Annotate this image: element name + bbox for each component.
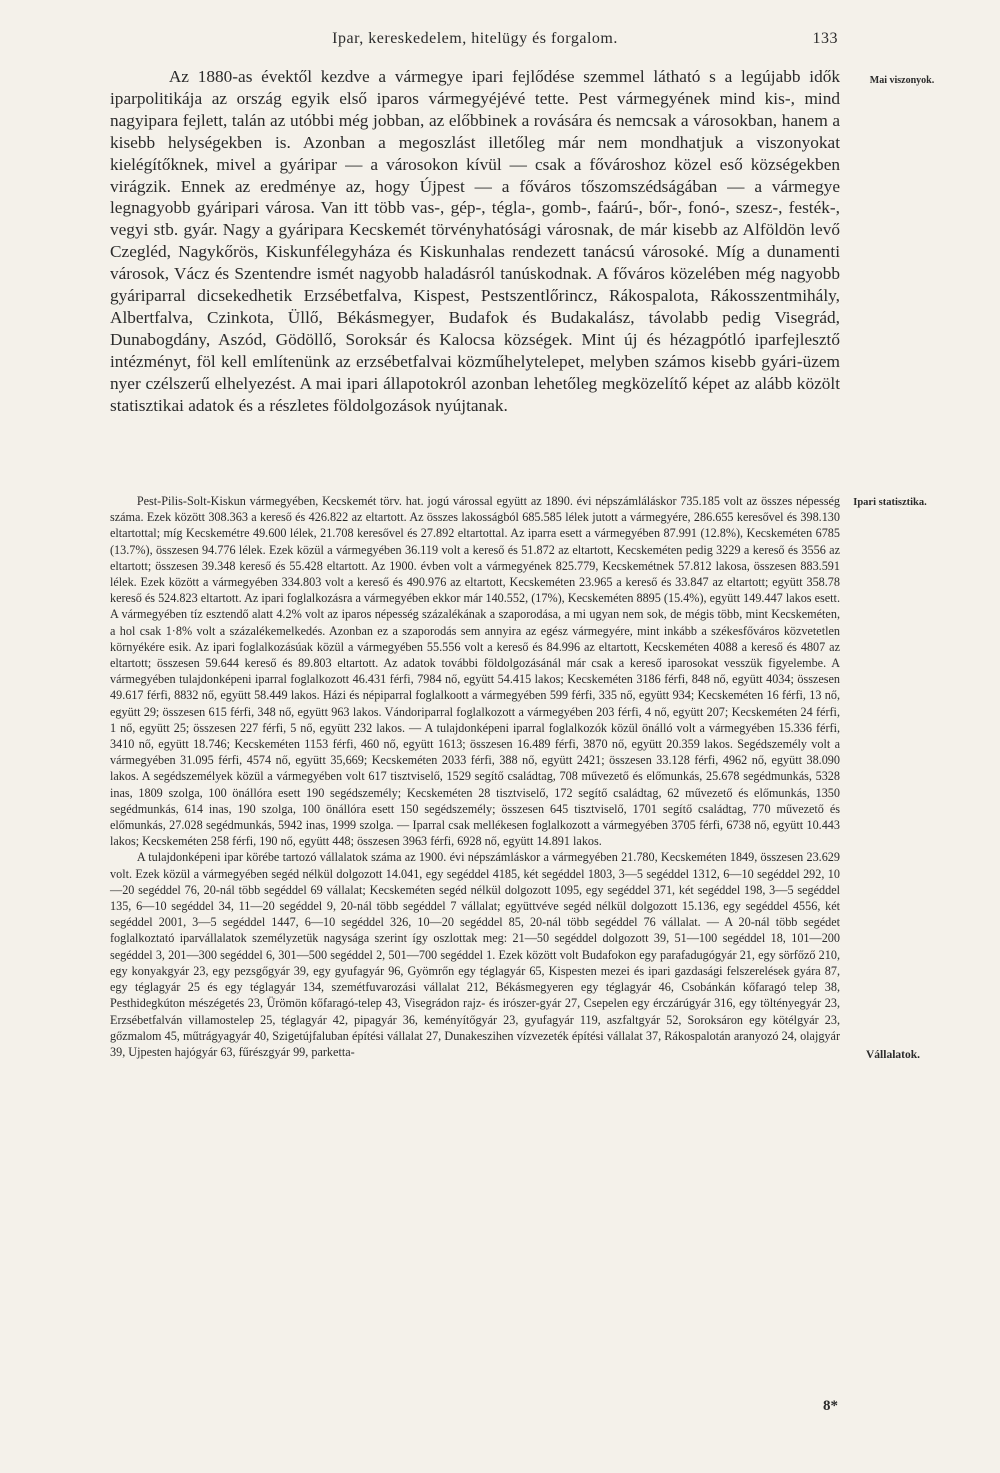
main-text <box>110 66 840 417</box>
running-title: Ipar, kereskedelem, hitelügy és forgalom. <box>332 30 618 47</box>
main-paragraph: Az 1880-as évektől kezdve a vármegye ipari fejlődése szemmel látható s a legújabb idők iparpolitikája az ország egyik első iparos vármegyéjévé tette. Pest vármegyének mind kis-, mind nagyipara fejlett, talán az utóbbi még jobban, az előbbinek a rovására és nemcsak a városokban, hanem a kisebb helységekben is. Azonban a megoszlást illetőleg már nem mondhatjuk a viszonyokat kielégítőknek, mivel a gyáripar — a városokon kívül — csak a fővároshoz közel eső községekben virágzik. Ennek az eredménye az, hogy Újpest — a főváros tőszomszédságában — a vármegye legnagyobb gyáripari városa. Van itt több vas-, gép-, tégla-, gomb-, faárú-, bőr-, fonó-, szesz-, festék-, vegyi stb. gyár. Nagy a gyáripara Kecskemét törvényhatósági városnak, de már kisebb az Alföldön levő Czegléd, Nagykőrös, Kiskunfélegyháza és Kiskunhalas rendezett tanácsú városoké. Míg a dunamenti városok, Vácz és Szentendre ismét nagyobb haladásról tanúskodnak. A főváros közelében még nagyobb gyáriparral dicsekedhetik Erzsébetfalva, Kispest, Pestszentlőrincz, Rákospalota, Rákosszentmihály, Albertfalva, Czinkota, Üllő, Békásmegyer, Budafok és Budakalász, távolabb pedig Visegrád, Dunabogdány, Aszód, Gödöllő, Soroksár és Kalocsa községek. Mint új és hézagpótló iparfejlesztő intézményt, föl kell említenünk az erzsébetfalvai közműhelytelepet, melyben számos kisebb gyári-üzem nyer czélszerű elhelyezést. A mai ipari állapotokról azonban lehetőleg megközelítő képet az alább közölt statisztikai adatok és a részletes földolgozások nyújtanak. <box>110 67 840 415</box>
page-number: 133 <box>812 30 838 47</box>
enterprises-paragraph: A tulajdonképeni ipar körébe tartozó vállalatok száma az 1900. évi népszámláskor a vármegyében 21.780, Kecskeméten 1849, összesen 23.629 volt. Ezek közül a vármegyében segéd nélkül dolgozott 14.041, egy segéddel 4185, két segéddel 1803, 3—5 segéddel 1312, 6—10 segéddel 292, 10—20 segéddel 76, 20-nál több segéddel 69 vállalat; Kecskeméten segéd nélkül dolgozott 1095, egy segéddel 371, két segéddel 198, 3—5 segéddel 135, 6—10 segéddel 34, 11—20 segéddel 9, 20-nál több segéddel 7 vállalat; együttvéve segéd nélkül dolgozott 15.136, egy segéddel 4556, két segéddel 2001, 3—5 segéddel 1447, 6—10 segéddel 326, 10—20 segéddel 85, 20-nál több segéddel 76 vállalat. — A 20-nál több segédet foglalkoztató iparvállalatok személyzetük nagysága szerint így oszlottak meg: 21—50 segéddel dolgozott 39, 51—100 segéddel 18, 101—200 segéddel 3, 201—300 segéddel 6, 301—500 segéddel 2, 501—700 segéddel 1. Ezek között volt Budafokon egy parafadugógyár 21, egy sörfőző 210, egy konyakgyár 23, egy pezsgőgyár 39, egy gyufagyár 96, Gyömrőn egy téglagyár 65, Kispesten mezei és ipari gazdasági felszerelések gyára 87, egy téglagyár 25 és egy téglagyár 134, szemétfuvarozási vállalat 212, Békásmegyeren egy téglagyár 46, Csobánkán kőfaragó telep 38, Pesthidegkúton mészégetés 23, Ürömön kőfaragó-telep 43, Visegrádon rajz- és irószer-gyár 27, Csepelen egy érczárúgyár 316, egy töltényegyár 23, Erzsébetfalván villamostelep 25, téglagyár 42, pipagyár 36, keményítőgyár 23, gyufagyár 119, aszfaltgyár 52, Soroksáron egy kötélgyár 23, gőzmalom 45, műtrágyagyár 40, Szigetújfaluban építési vállalat 27, Dunakeszihen vízvezeték építési vállalat 37, Rákospalotán aranyozó 24, olajgyár 39, Ujpesten hajógyár 63, fűrészgyár 99, parketta- <box>110 850 840 1059</box>
margin-note-ipari-statisztika: Ipari statisztika. <box>853 497 927 508</box>
margin-note-vallalatok: Vállalatok. <box>866 1049 920 1061</box>
statistics-text <box>110 493 840 1060</box>
statistics-paragraph: Pest-Pilis-Solt-Kiskun vármegyében, Kecskemét törv. hat. jogú várossal együtt az 1890. évi népszámláláskor 735.185 volt az összes népesség száma. Ezek között 308.363 a kereső és 426.822 az eltartott. Az összes lakosságból 685.585 lélek jutott a vármegyére, 286.655 keresővel és 398.130 eltartottal; míg Kecskemétre 49.600 lélek, 21.708 keresővel és 27.892 eltartottal. Az iparra esett a vármegyében 87.991 (12.8%), Kecskeméten 6785 (13.7%), összesen 94.776 lélek. Ezek közül a vármegyében 36.119 volt a kereső és 51.872 az eltartott, Kecskeméten pedig 3229 a kereső és 3556 az eltartott; összesen 39.348 kereső és 55.428 eltartott. Az 1900. évben volt a vármegyének 825.779, Kecskemétnek 57.812 lakosa, összesen 883.591 lélek. Ezek között a vármegyében 334.803 volt a kereső és 490.976 az eltartott, Kecskeméten 23.965 a kereső és 33.847 az eltartott; együtt 358.78 kereső és 524.823 eltartott. Az ipari foglalkozásra a vármegyében ekkor már 140.552, (17%), Kecskeméten 8895 (15.4%), együtt 149.447 lakos esett. A vármegyében tíz esztendő alatt 4.2% volt az iparos népesség százalékának a szaporodása, a mi ugyan nem sok, de mégis több, mint Kecskeméten, a hol csak 1·8% volt a százalékemelkedés. Azonban ez a szaporodás sem annyira az egész vármegyére, mint inkább a székesfőváros közvetetlen környékére esik. Az ipari foglalkozásúak közül a vármegyében 55.556 volt a kereső és 84.996 az eltartott, Kecskeméten 4088 a kereső és 4807 az eltartott; összesen 59.644 kereső és 89.803 eltartott. Az adatok további földolgozásánál már csak a kereső iparosokat vesszük figyelembe. A vármegyében tulajdonképeni iparral foglalkozott 46.431 férfi, 7984 nő, együtt 54.415 lakos; Kecskeméten 3186 férfi, 848 nő, együtt 4034; összesen 49.617 férfi, 8832 nő, együtt 58.449 lakos. Házi és népiparral foglalkoott a vármegyében 599 férfi, 335 nő, együtt 934; Kecskeméten 16 férfi, 13 nő, együtt 29; összesen 615 férfi, 348 nő, együtt 963 lakos. Vándoriparral foglalkozott a vármegyében 203 férfi, 4 nő, együtt 207; Kecskeméten 24 férfi, 1 nő, együtt 25; összesen 227 férfi, 5 nő, együtt 232 lakos. — A tulajdonképeni iparral foglalkozók közül önálló volt a vármegyében 15.336 férfi, 3410 nő, együtt 18.746; Kecskeméten 1153 férfi, 460 nő, együtt 1613; összesen 16.489 férfi, 3870 nő, együtt 20.359 lakos. Segédszemély volt a vármegyében 31.095 férfi, 4574 nő, együtt 35,669; Kecskeméten 2033 férfi, 388 nő, együtt 2421; összesen 33.128 férfi, 4962 nő, együtt 38.090 lakos. A segédszemélyek közül a vármegyében volt 617 tisztviselő, 1529 segítő családtag, 708 művezető és előmunkás, 25.678 segédmunkás, 5328 inas, 1809 szolga, 100 önállóra esett 190 segédszemély; Kecskeméten 28 tisztviselő, 172 segítő családtag, 62 művezető és előmunkás, 1350 segédmunkás, 614 inas, 190 szolga, 100 önállóra esett 150 segédszemély; összesen 645 tisztviselő, 1701 segítő családtag, 770 művezető és előmunkás, 27.028 segédmunkás, 5942 inas, 1999 szolga. — Iparral csak mellékesen foglalkozott a vármegyében 3705 férfi, 6738 nő, együtt 10.443 lakos; Kecskeméten 258 férfi, 190 nő, együtt 448; összesen 3963 férfi, 6928 nő, együtt 14.891 lakos. <box>110 494 840 849</box>
running-header <box>112 30 838 54</box>
signature-mark: 8* <box>823 1398 838 1414</box>
margin-note-mai-viszonyok: Mai viszonyok. <box>869 75 935 86</box>
